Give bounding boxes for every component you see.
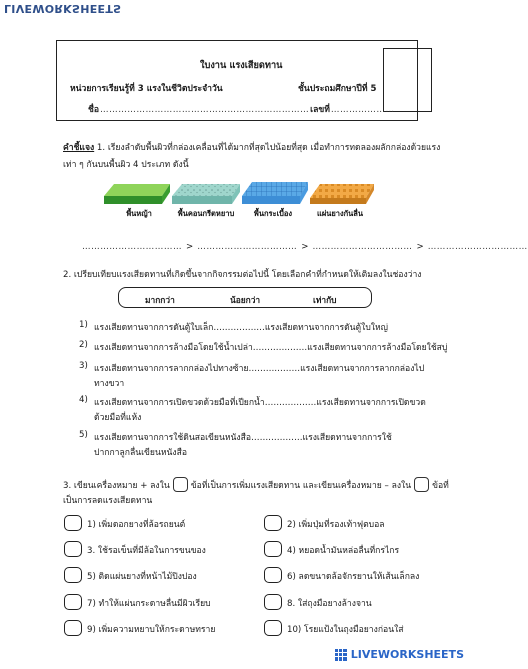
- q2-item-3-number: 3): [79, 361, 88, 371]
- q2-item-5-text-cont: ปากกาลูกลื่นเขียนหนังสือ: [94, 448, 187, 458]
- order-separator: >: [186, 242, 194, 252]
- q3-prompt-a: 3. เขียนเครื่องหมาย + ลงใน: [63, 480, 170, 491]
- q2-item-5-number: 5): [79, 430, 88, 440]
- q3-option-5: 5) ติดแผ่นยางที่หน้าไม้ปิงปอง: [87, 572, 197, 582]
- name-line: [88, 102, 395, 116]
- name-field[interactable]: ……………………………………………………………: [100, 105, 310, 115]
- q2-item-1-number: 1): [79, 320, 88, 330]
- q3-example-box: [414, 477, 429, 492]
- word-equal: เท่ากับ: [313, 295, 337, 305]
- q3-answer-box-3[interactable]: [64, 541, 82, 557]
- order-blank-4[interactable]: ……………………………: [427, 242, 528, 252]
- q3-answer-box-1[interactable]: [64, 515, 82, 531]
- q3-prompt-b: ข้อที่เป็นการเพิ่มแรงเสียดทาน และเขียนเครื่องหมาย – ลงใน: [190, 480, 412, 491]
- q3-answer-box-7[interactable]: [64, 594, 82, 610]
- instruction-text-1: 1. เรียงลำดับพื้นผิวที่กล่องเคลื่อนที่ได้มากที่สุดไปน้อยที่สุด เมื่อทำการทดลองผลักกล่องด้วยแรง: [94, 143, 441, 153]
- order-separator: >: [301, 242, 309, 252]
- q2-item-2-number: 2): [79, 340, 88, 350]
- q3-prompt-line-2: เป็นการลดแรงเสียดทาน: [63, 496, 153, 506]
- order-blank-3[interactable]: ……………………………: [312, 242, 413, 252]
- surface-label-rubber: แผ่นยางกันลื่น: [316, 209, 363, 218]
- q2-prompt: 2. เปรียบเทียบแรงเสียดทานที่เกิดขึ้นจากกิจกรรมต่อไปนี้ โดยเลือกคำที่กำหนดให้เติมลงในช่องว่าง: [63, 270, 422, 280]
- q3-answer-box-6[interactable]: [264, 567, 282, 583]
- grade-label: ชั้นประถมศึกษาปีที่ 5: [298, 84, 377, 94]
- q3-answer-box-5[interactable]: [64, 567, 82, 583]
- surface-label-grass: พื้นหญ้า: [126, 209, 152, 218]
- q3-prompt: [63, 477, 449, 492]
- liveworksheets-logo-icon: [335, 649, 347, 661]
- surface-label-tile: พื้นกระเบื้อง: [253, 209, 293, 218]
- q3-answer-box-9[interactable]: [64, 620, 82, 636]
- q3-option-6: 6) ลดขนาดล้อจักรยานให้เส้นเล็กลง: [287, 572, 420, 582]
- q2-item-3-text: แรงเสียดทานจากการลากกล่องไปทางซ้าย………………แรงเสียดทานจากการลากกล่องไป: [94, 364, 425, 374]
- number-field[interactable]: …………………: [330, 105, 395, 115]
- q3-option-4: 4) หยอดน้ำมันหล่อลื่นที่กรไกร: [287, 546, 400, 556]
- rubber-mat-surface-image: [310, 184, 374, 204]
- q3-option-1: 1) เพิ่มดอกยางที่ล้อรถยนต์: [87, 520, 186, 530]
- brand-watermark-top: LIVEWORKSHEETS: [4, 2, 122, 15]
- q3-answer-box-4[interactable]: [264, 541, 282, 557]
- instruction-label: คำชี้แจง: [63, 143, 95, 153]
- q2-item-1-text: แรงเสียดทานจากการดันตู้ใบเล็ก………………แรงเสียดทานจากการดันตู้ใบใหญ่: [94, 323, 388, 333]
- grass-surface-image: [104, 184, 170, 204]
- q2-item-4-text: แรงเสียดทานจากการเปิดขวดด้วยมือที่เปียกน้ำ………………แรงเสียดทานจากการเปิดขวด: [94, 398, 426, 408]
- q2-item-4-text-cont: ด้วยมือที่แห้ง: [94, 413, 142, 423]
- surface-label-concrete: พื้นคอนกรีตหยาบ: [177, 209, 235, 218]
- q2-item-3-text-cont: ทางขวา: [94, 379, 125, 389]
- q3-prompt-c: ข้อที่: [432, 480, 449, 491]
- q2-item-2-text: แรงเสียดทานจากการล้างมือโดยใช้น้ำเปล่า……………….แรงเสียดทานจากการล้างมือโดยใช้สบู่: [94, 343, 448, 353]
- q2-item-4-number: 4): [79, 395, 88, 405]
- q3-answer-box-2[interactable]: [264, 515, 282, 531]
- order-answer-line: [82, 242, 528, 252]
- unit-label: หน่วยการเรียนรู้ที่ 3 แรงในชีวิตประจำวัน: [70, 84, 223, 94]
- number-label: เลขที่: [310, 105, 330, 115]
- order-blank-1[interactable]: ……………………………: [82, 242, 183, 252]
- tile-surface-image: [242, 182, 308, 204]
- instruction-line-1: [63, 140, 440, 154]
- word-less: น้อยกว่า: [230, 295, 261, 305]
- concrete-surface-image: [172, 184, 240, 204]
- instruction-line-2: เท่า ๆ กันบนพื้นผิว 4 ประเภท ดังนี้: [63, 160, 189, 170]
- order-blank-2[interactable]: ……………………………: [197, 242, 298, 252]
- q3-option-7: 7) ทำให้แผ่นกระดาษลื่นมีผิวเรียบ: [87, 599, 211, 609]
- name-label: ชื่อ: [88, 105, 99, 115]
- order-separator: >: [416, 242, 424, 252]
- q3-option-8: 8. ใส่ถุงมือยางล้างจาน: [287, 599, 372, 609]
- footer-brand[interactable]: [335, 648, 464, 661]
- q3-answer-box-8[interactable]: [264, 594, 282, 610]
- q3-option-2: 2) เพิ่มปุ่มที่รองเท้าฟุตบอล: [287, 520, 385, 530]
- surface-image-strip: [96, 176, 380, 228]
- q3-option-3: 3. ใช้รอเข็นที่มีล้อในการขนของ: [87, 546, 206, 556]
- q3-answer-box-10[interactable]: [264, 620, 282, 636]
- q3-option-9: 9) เพิ่มความหยาบให้กระดาษทราย: [87, 625, 216, 635]
- q3-option-10: 10) โรยแป้งในถุงมือยางก่อนใส่: [287, 625, 404, 635]
- q2-item-5-text: แรงเสียดทานจากการใช้ดินสอเขียนหนังสือ………………แรงเสียดทานจากการใช้: [94, 433, 392, 443]
- q3-example-box: [173, 477, 188, 492]
- footer-brand-text: LIVEWORKSHEETS: [350, 648, 464, 661]
- worksheet-title: ใบงาน แรงเสียดทาน: [200, 60, 283, 71]
- word-more: มากกว่า: [145, 295, 175, 305]
- surface-illustration: [96, 176, 380, 228]
